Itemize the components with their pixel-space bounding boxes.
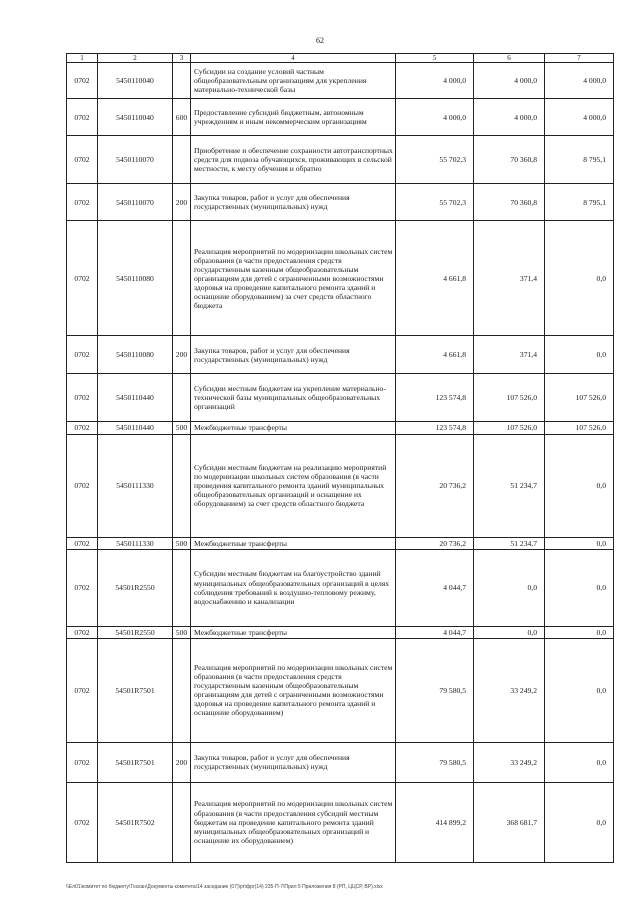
amount-col6-cell: 4 000,0 <box>474 99 545 136</box>
target-article-cell: 5450110440 <box>98 374 173 422</box>
amount-col7-cell: 4 000,0 <box>545 99 614 136</box>
item-name-cell: Реализация мероприятий по модернизации школьных систем образования (в части предоставления средств государственным казенным общеобразовательным организациям для детей с ограниченными возможностями здоровья на проведение капитального ремонта зданий и оснащение оборудованием) <box>191 638 396 742</box>
amount-col6-cell: 70 360,8 <box>474 184 545 221</box>
amount-col6-cell: 107 526,0 <box>474 422 545 434</box>
target-article-cell: 5450111330 <box>98 537 173 549</box>
amount-col5-cell: 4 661,8 <box>396 221 474 336</box>
amount-col5-cell: 414 899,2 <box>396 782 474 862</box>
amount-col5-cell: 4 044,7 <box>396 549 474 626</box>
budget-table <box>66 53 614 863</box>
amount-col7-cell: 8 795,1 <box>545 184 614 221</box>
amount-col6-cell: 33 249,2 <box>474 742 545 782</box>
expense-type-cell <box>173 136 191 184</box>
item-name-cell: Реализация мероприятий по модернизации школьных систем образования (в части предоставления субсидий местным бюджетам на проведение капитального ремонта зданий муниципальных общеобразовательных организаций и оснащение их оборудованием) <box>191 782 396 862</box>
amount-col7-cell: 0,0 <box>545 434 614 537</box>
amount-col6-cell: 51 234,7 <box>474 537 545 549</box>
expense-type-cell <box>173 63 191 99</box>
table-row <box>67 63 614 99</box>
item-name-cell: Субсидии местным бюджетам на укрепление материально-технической базы муниципальных общеобразовательных организаций <box>191 374 396 422</box>
section-code-cell: 0702 <box>67 626 98 638</box>
item-name-cell: Предоставление субсидий бюджетным, автономным учреждениям и иным некоммерческим организациям <box>191 99 396 136</box>
column-header: 4 <box>191 54 396 63</box>
section-code-cell: 0702 <box>67 742 98 782</box>
amount-col7-cell: 0,0 <box>545 782 614 862</box>
amount-col6-cell: 107 526,0 <box>474 374 545 422</box>
table-row <box>67 136 614 184</box>
column-header: 2 <box>98 54 173 63</box>
expense-type-cell <box>173 434 191 537</box>
amount-col6-cell: 4 000,0 <box>474 63 545 99</box>
amount-col6-cell: 0,0 <box>474 626 545 638</box>
target-article-cell: 5450110080 <box>98 336 173 374</box>
table-row <box>67 374 614 422</box>
table-row <box>67 626 614 638</box>
amount-col5-cell: 20 736,2 <box>396 537 474 549</box>
table-row <box>67 99 614 136</box>
column-header: 5 <box>396 54 474 63</box>
expense-type-cell <box>173 782 191 862</box>
amount-col5-cell: 79 580,5 <box>396 638 474 742</box>
expense-type-cell <box>173 374 191 422</box>
amount-col5-cell: 20 736,2 <box>396 434 474 537</box>
expense-type-cell: 600 <box>173 99 191 136</box>
target-article-cell: 5450110440 <box>98 422 173 434</box>
section-code-cell: 0702 <box>67 336 98 374</box>
amount-col7-cell: 8 795,1 <box>545 136 614 184</box>
section-code-cell: 0702 <box>67 434 98 537</box>
section-code-cell: 0702 <box>67 221 98 336</box>
table-row <box>67 638 614 742</box>
amount-col5-cell: 123 574,8 <box>396 422 474 434</box>
amount-col5-cell: 55 702,3 <box>396 136 474 184</box>
target-article-cell: 5450111330 <box>98 434 173 537</box>
amount-col7-cell: 0,0 <box>545 336 614 374</box>
file-path-footer: \\Ел01\комитет по бюджету\Тоскан\Документы комитета\14 заседание (07)\рг\фрг(14) 235-П-7\Прил 5 Приложения 8 (РП, ЦЦСР, ВР).xlsx <box>66 884 383 890</box>
amount-col7-cell: 0,0 <box>545 742 614 782</box>
amount-col6-cell: 0,0 <box>474 549 545 626</box>
expense-type-cell: 200 <box>173 184 191 221</box>
amount-col5-cell: 123 574,8 <box>396 374 474 422</box>
amount-col5-cell: 4 000,0 <box>396 99 474 136</box>
target-article-cell: 5450110070 <box>98 184 173 221</box>
amount-col6-cell: 368 681,7 <box>474 782 545 862</box>
expense-type-cell: 200 <box>173 742 191 782</box>
item-name-cell: Межбюджетные трансферты <box>191 422 396 434</box>
section-code-cell: 0702 <box>67 422 98 434</box>
item-name-cell: Межбюджетные трансферты <box>191 537 396 549</box>
amount-col7-cell: 0,0 <box>545 638 614 742</box>
target-article-cell: 5450110080 <box>98 221 173 336</box>
table-row <box>67 742 614 782</box>
table-row <box>67 549 614 626</box>
amount-col5-cell: 4 000,0 <box>396 63 474 99</box>
amount-col7-cell: 0,0 <box>545 221 614 336</box>
item-name-cell: Субсидии местным бюджетам на благоустройство зданий муниципальных общеобразовательных организаций в целях соблюдения требований к воздушно-тепловому режиму, водоснабжению и канализации <box>191 549 396 626</box>
expense-type-cell <box>173 549 191 626</box>
table-row <box>67 434 614 537</box>
column-header: 1 <box>67 54 98 63</box>
table-row <box>67 422 614 434</box>
target-article-cell: 54501R2550 <box>98 626 173 638</box>
target-article-cell: 5450110040 <box>98 99 173 136</box>
amount-col7-cell: 0,0 <box>545 537 614 549</box>
target-article-cell: 54501R7501 <box>98 638 173 742</box>
expense-type-cell: 500 <box>173 626 191 638</box>
amount-col6-cell: 70 360,8 <box>474 136 545 184</box>
column-header: 7 <box>545 54 614 63</box>
section-code-cell: 0702 <box>67 782 98 862</box>
section-code-cell: 0702 <box>67 184 98 221</box>
section-code-cell: 0702 <box>67 63 98 99</box>
target-article-cell: 5450110040 <box>98 63 173 99</box>
item-name-cell: Закупка товаров, работ и услуг для обеспечения государственных (муниципальных) нужд <box>191 336 396 374</box>
expense-type-cell <box>173 221 191 336</box>
section-code-cell: 0702 <box>67 638 98 742</box>
amount-col6-cell: 371,4 <box>474 336 545 374</box>
item-name-cell: Межбюджетные трансферты <box>191 626 396 638</box>
item-name-cell: Закупка товаров, работ и услуг для обеспечения государственных (муниципальных) нужд <box>191 184 396 221</box>
table-row <box>67 221 614 336</box>
target-article-cell: 54501R7501 <box>98 742 173 782</box>
column-header-row <box>67 54 614 63</box>
amount-col7-cell: 4 000,0 <box>545 63 614 99</box>
expense-type-cell: 200 <box>173 336 191 374</box>
item-name-cell: Реализация мероприятий по модернизации школьных систем образования (в части предоставления средств государственным казенным общеобразовательным организациям для детей с ограниченными возможностями здоровья на проведение капитального ремонта зданий и оснащение оборудованием) за счет средств областного бюджета <box>191 221 396 336</box>
item-name-cell: Приобретение и обеспечение сохранности автотранспортных средств для подвоза обучающихся, проживающих в сельской местности, к месту обучения и обратно <box>191 136 396 184</box>
table-row <box>67 782 614 862</box>
amount-col6-cell: 51 234,7 <box>474 434 545 537</box>
section-code-cell: 0702 <box>67 136 98 184</box>
column-header: 6 <box>474 54 545 63</box>
amount-col7-cell: 107 526,0 <box>545 422 614 434</box>
target-article-cell: 54501R2550 <box>98 549 173 626</box>
target-article-cell: 54501R7502 <box>98 782 173 862</box>
expense-type-cell <box>173 638 191 742</box>
amount-col6-cell: 371,4 <box>474 221 545 336</box>
section-code-cell: 0702 <box>67 549 98 626</box>
page-number: 62 <box>316 36 324 45</box>
amount-col5-cell: 4 661,8 <box>396 336 474 374</box>
expense-type-cell: 500 <box>173 537 191 549</box>
amount-col5-cell: 79 580,5 <box>396 742 474 782</box>
table-row <box>67 336 614 374</box>
section-code-cell: 0702 <box>67 537 98 549</box>
section-code-cell: 0702 <box>67 99 98 136</box>
item-name-cell: Субсидии на создание условий частным общеобразовательным организациям для укрепления материально-технической базы <box>191 63 396 99</box>
section-code-cell: 0702 <box>67 374 98 422</box>
amount-col7-cell: 0,0 <box>545 626 614 638</box>
item-name-cell: Субсидии местным бюджетам на реализацию мероприятий по модернизации школьных систем образования (в части проведения капитального ремонта зданий муниципальных общеобразовательных организаций и оснащение их оборудованием) за счет средств областного бюджета <box>191 434 396 537</box>
item-name-cell: Закупка товаров, работ и услуг для обеспечения государственных (муниципальных) нужд <box>191 742 396 782</box>
expense-type-cell: 500 <box>173 422 191 434</box>
target-article-cell: 5450110070 <box>98 136 173 184</box>
amount-col5-cell: 4 044,7 <box>396 626 474 638</box>
column-header: 3 <box>173 54 191 63</box>
table-row <box>67 537 614 549</box>
amount-col5-cell: 55 702,3 <box>396 184 474 221</box>
amount-col6-cell: 33 249,2 <box>474 638 545 742</box>
amount-col7-cell: 0,0 <box>545 549 614 626</box>
amount-col7-cell: 107 526,0 <box>545 374 614 422</box>
table-row <box>67 184 614 221</box>
